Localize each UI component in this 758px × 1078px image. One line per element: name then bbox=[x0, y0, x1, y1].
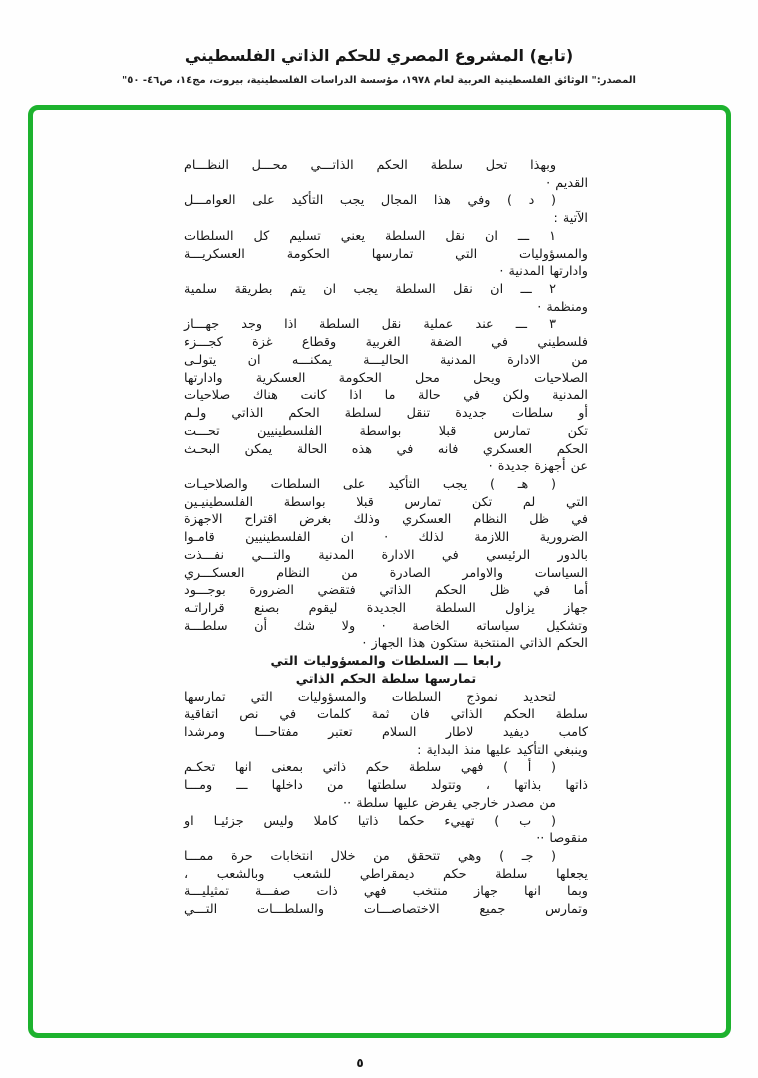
text-line: القديم · bbox=[546, 175, 588, 191]
text-line: الضرورية اللازمة لذلك · ان الفلسطينيين قامـوا bbox=[184, 530, 588, 546]
text-line: ( أ ) فهي سلطة حكم ذاتي بمعنى انها تحكـم bbox=[184, 760, 556, 776]
text-line: تكن تمارس قبلا بواسطة الفلسطينيين تحـــت bbox=[184, 423, 588, 439]
text-line: أما في ظل الحكم الذاتي فتقضي الضرورة بوجـــود bbox=[184, 583, 588, 599]
text-line: رابعا ـــ السلطات والمسؤوليات التي bbox=[270, 654, 502, 670]
text-line: ( د ) وفي هذا المجال يجب التأكيد على العوامـــل bbox=[184, 193, 556, 209]
text-line: السياسات والاوامر الصادرة من النظام العسكـــري bbox=[184, 565, 588, 581]
text-line: الحكم الذاتي المنتخبة ستكون هذا الجهاز · bbox=[362, 636, 588, 652]
text-line: ٣ ـــ عند عملية نقل السلطة اذا وجد جهـــاز bbox=[184, 317, 556, 333]
text-line: من الادارة المدنية الحاليـــة يمكنـــه ان يتولـى bbox=[184, 352, 588, 368]
text-line: التي لم تكن تمارس قبلا بواسطة الفلسطينيـين bbox=[184, 494, 588, 510]
text-line: تمارسها سلطة الحكم الذاتي bbox=[295, 671, 477, 687]
text-line: أو سلطات جديدة تنقل لسلطة الحكم الذاتي ولـم bbox=[184, 406, 588, 422]
text-line: وتشكيل سياساته الخاصة · ولا شك أن سلطـــة bbox=[184, 618, 588, 634]
text-line: لتحديد نموذج السلطات والمسؤوليات التي تمارسها bbox=[184, 689, 556, 705]
text-line: فلسطيني في الضفة الغربية وقطاع غزة كجـــزء bbox=[184, 335, 588, 351]
text-line: وادارتها المدنية · bbox=[499, 264, 588, 280]
text-line: الصلاحيات ويحل محل الحكومة العسكرية وادارتها bbox=[184, 370, 588, 386]
text-line: ( ب ) تهييء حكما ذاتيا كاملا وليس جزئيـا او bbox=[184, 813, 556, 829]
text-line: ( هـ ) يجب التأكيد على السلطات والصلاحيـات bbox=[184, 476, 556, 492]
text-line: ٢ ـــ ان نقل السلطة يجب ان يتم بطريقة سلمية bbox=[184, 282, 556, 298]
text-line: وبهذا تحل سلطة الحكم الذاتـــي محـــل النظـــام bbox=[184, 158, 556, 173]
text-line: من مصدر خارجي يفرض عليها سلطة ·· bbox=[343, 795, 556, 811]
text-line: عن أجهزة جديدة · bbox=[488, 459, 588, 475]
body-text-column bbox=[184, 157, 588, 919]
text-line: المدنية ولكن في حالة ما اذا كانت هناك صلاحيات bbox=[184, 388, 588, 404]
text-line: وبما انها جهاز منتخب فهي ذات صفـــة تمثيليـــة bbox=[184, 884, 588, 900]
text-line: كامب ديفيد لاطار السلام تعتبر مفتاحـــا ومرشدا bbox=[184, 725, 588, 740]
text-line: ذاتها بذاتها ، وتتولد سلطتها من داخلها ـــ ومـــا bbox=[184, 778, 588, 794]
text-line: وتمارس جميع الاختصاصـــات والسلطـــات التـــي bbox=[184, 902, 588, 918]
document-source-citation: المصدر:" الوثائق الفلسطينية العربية لعام ١٩٧٨، مؤسسة الدراسات الفلسطينية، بيروت، مج١٤، ص٤٦- ٥٠" bbox=[122, 75, 636, 86]
page-number: ٥ bbox=[356, 1056, 364, 1070]
text-line: الحكم العسكري فانه في هذه الحالة يمكن البحـث bbox=[184, 441, 588, 457]
document-header bbox=[0, 44, 758, 88]
text-line: في ظل النظام العسكري وذلك بغرض اقتراح الاجهزة bbox=[184, 512, 588, 528]
text-line: سلطة الحكم الذاتي فان ثمة كلمات في نص اتفاقية bbox=[184, 707, 588, 723]
text-line: منقوصا ·· bbox=[536, 831, 588, 847]
text-line: بالدور الرئيسي في الادارة المدنية والتـــي نفـــذت bbox=[184, 547, 588, 563]
text-line: ( جـ ) وهي تتحقق من خلال انتخابات حرة ممـــا bbox=[184, 849, 556, 865]
document-title: (تابع) المشروع المصري للحكم الذاتي الفلسطيني bbox=[184, 46, 574, 65]
text-line: الآتية : bbox=[553, 211, 588, 227]
text-line: وينبغي التأكيد عليها منذ البداية : bbox=[417, 742, 588, 758]
text-line: جهاز يزاول السلطة الجديدة ليقوم بصنع قراراتـه bbox=[184, 600, 588, 616]
text-line: والمسؤوليات التي تمارسها الحكومة العسكريـــة bbox=[184, 246, 588, 262]
text-line: يجعلها سلطة حكم ديمقراطي للشعب وبالشعب ، bbox=[184, 866, 588, 882]
text-line: ١ ـــ ان نقل السلطة يعني تسليم كل السلطات bbox=[184, 228, 556, 244]
text-line: ومنظمة · bbox=[537, 299, 588, 315]
